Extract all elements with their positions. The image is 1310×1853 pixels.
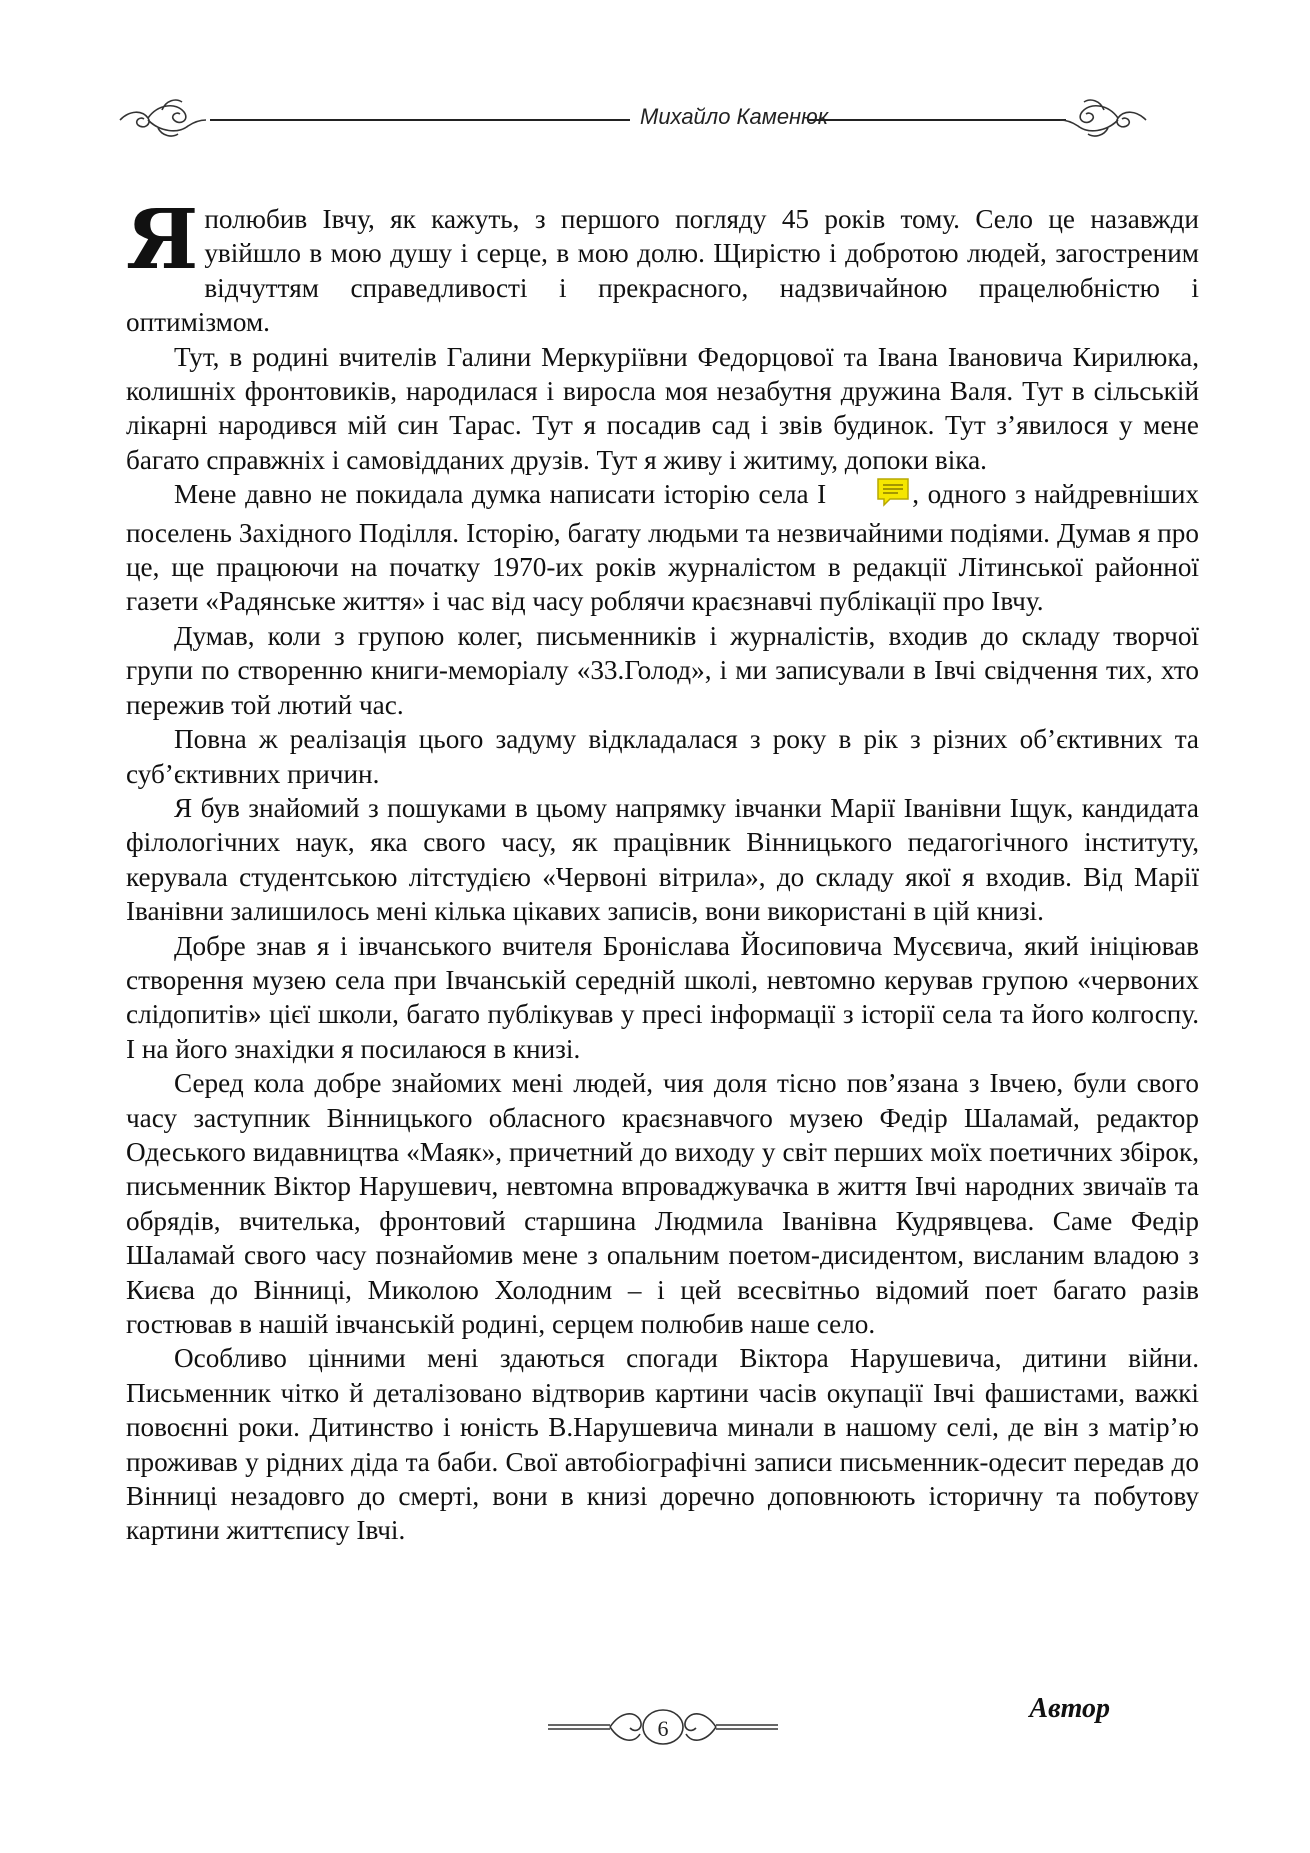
dropcap: Я: [126, 192, 199, 288]
page-header: [118, 92, 1148, 144]
running-title: Михайло Каменюк: [640, 104, 829, 129]
flourish-ornament-icon: [1058, 92, 1148, 144]
page-number: 6: [657, 1716, 669, 1741]
paragraph: Я був знайомий з пошуками в цьому напрямку івчанки Марії Іванівни Іщук, кандидата філологічних наук, яка свого часу, як працівник Вінницького педагогічного інституту, керувала студентською літстудією «Червоні вітрила», до складу якої я входив. Від Марії Іванівни залишилось мені кілька цікавих записів, вони використані в цій книзі.: [126, 792, 1199, 927]
header-rule-left: [210, 119, 630, 121]
paragraph: Мене давно не покидала думка написати історію села І , одного з найдревніших поселень Західного Поділля. Історію, багату людьми та незвичайними подіями. Думав я про це, ще працюючи на початку 1970-их років журналістом в редакції Літинської районної газети «Радянське життя» і час від часу роблячи краєзнавчі публікації про Івчу.: [126, 479, 1199, 617]
paragraph: Серед кола добре знайомих мені людей, чия доля тісно пов’язана з Івчею, були свого часу заступник Вінницького обласного краєзнавчого музею Федір Шаламай, редактор Одеського видавництва «Маяк», причетний до виходу у світ перших моїх поетичних збірок, письменник Віктор Нарушевич, невтомна впроваджувачка в життя Івчі народних звичаїв та обрядів, вчителька, фронтовий старшина Людмила Іванівна Кудрявцева. Саме Федір Шаламай свого часу познайомив мене з опальним поетом-дисидентом, висланим владою з Києва до Вінниці, Миколою Холодним – і цей всесвітньо відомий поет багато разів гостював в нашій івчанській родині, серцем полюбив наше село.: [126, 1068, 1199, 1339]
paragraph: Повна ж реалізація цього задуму відкладалася з року в рік з різних об’єктивних та суб’єктивних причин.: [126, 724, 1199, 789]
body-text: [126, 192, 1199, 1548]
paragraph: Особливо цінними мені здаються спогади Віктора Нарушевича, дитини війни. Письменник чітко й деталізовано відтворив картини часів окупації Івчі фашистами, важкі повоєнні роки. Дитинство і юність В.Нарушевича минали в нашому селі, де він з матір’ю проживав у рідних діда та баби. Свої автобіографічні записи письменник-одесит передав до Вінниці незадовго до смерті, вони в книзі доречно доповнюють історичну та побутову картини життєпису Івчі.: [126, 1343, 1199, 1546]
paragraph: Тут, в родині вчителів Галини Меркуріївни Федорцової та Івана Івановича Кирилюка, колишніх фронтовиків, народилася і виросла моя незабутня дружина Валя. Тут в сільській лікарні народився мій син Тарас. Тут я посадив сад і звів будинок. Тут з’явилося у мене багато справжніх і самовідданих друзів. Тут я живу і житиму, допоки віка.: [126, 341, 1199, 475]
author-signature: Автор: [1029, 1693, 1110, 1724]
paragraph: Яполюбив Івчу, як кажуть, з першого погляду 45 років тому. Село це назавжди увійшло в мою душу і серце, в мою долю. Щирістю і добротою людей, загостреним відчуттям справедливості і прекрасного, надзвичайною працелюбністю і оптимізмом.: [126, 192, 1199, 338]
header-rule-right: [808, 119, 1066, 121]
page-footer: [548, 1698, 778, 1758]
paragraph: Добре знав я і івчанського вчителя Броніслава Йосиповича Мусєвича, який ініціював створення музею села при Івчанській середній школі, невтомно керував групою «червоних слідопитів» цієї школи, багато публікував у пресі інформації з історії села та його колгоспу. І на його знахідки я посилаюся в книзі.: [126, 930, 1199, 1064]
sticky-note-icon[interactable]: [828, 477, 910, 515]
paragraph: Думав, коли з групою колег, письменників і журналістів, входив до складу творчої групи по створенню книги-меморіалу «33.Голод», і ми записували в Івчі свідчення тих, хто пережив той лютий час.: [126, 620, 1199, 720]
flourish-ornament-icon: [118, 92, 208, 144]
